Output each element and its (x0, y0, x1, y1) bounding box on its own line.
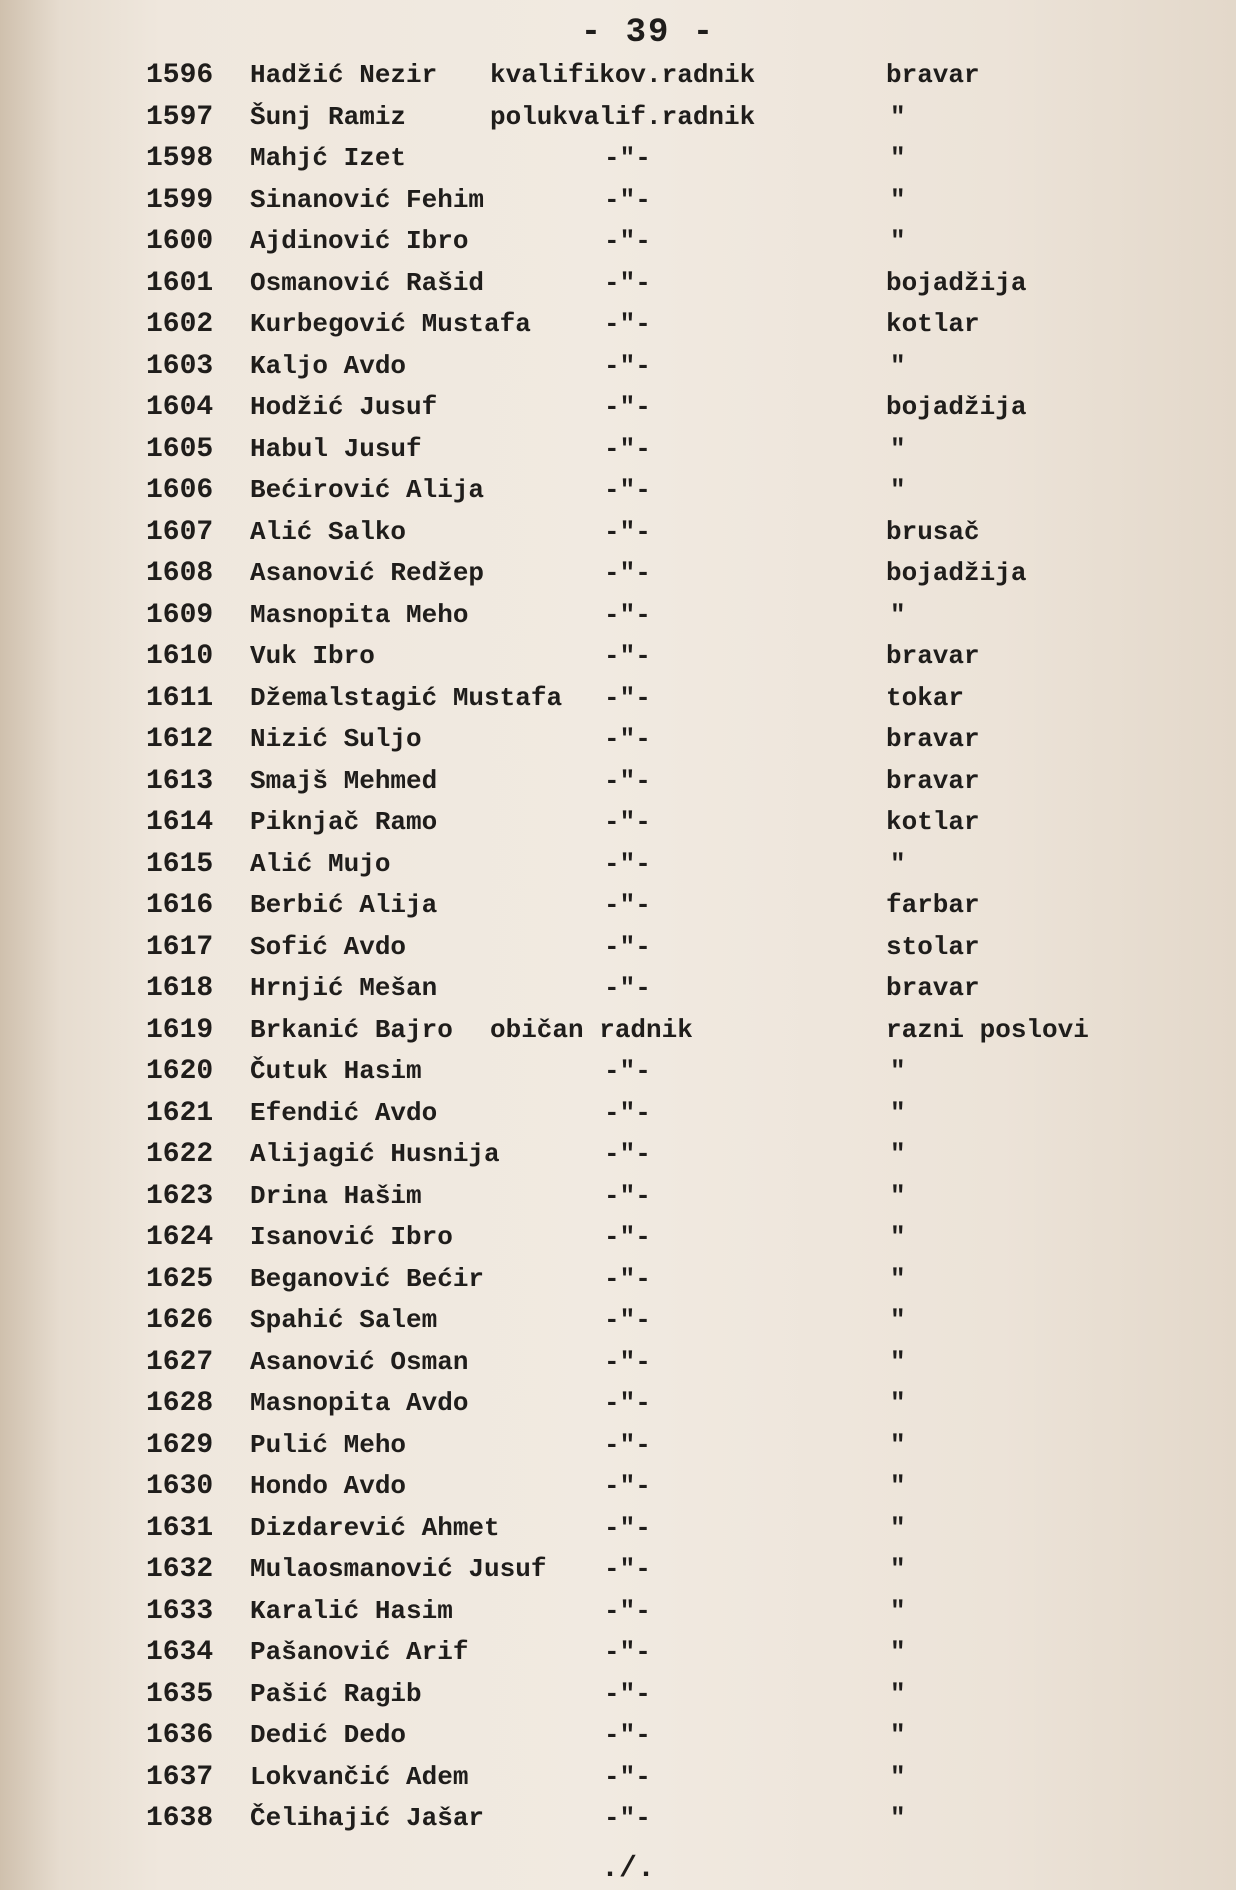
qualification: -"- (604, 1056, 651, 1086)
worker-name: Lokvančić Adem (250, 1761, 469, 1792)
qualification: -"- (604, 1512, 651, 1543)
list-item (0, 1758, 1236, 1800)
list-item (0, 1177, 1236, 1219)
list-item (0, 762, 1236, 804)
qualification: -"- (604, 1346, 651, 1377)
qualification: -"- (604, 890, 651, 920)
trade: " (890, 226, 906, 256)
worker-name: Alijagić Husnija (250, 1139, 500, 1169)
worker-name: Habul Jusuf (250, 433, 422, 464)
trade: " (890, 1471, 906, 1501)
row-number: 1608 (146, 558, 214, 589)
qualification: -"- (604, 1305, 651, 1335)
worker-name: Drina Hašim (250, 1180, 422, 1211)
list-item (0, 1550, 1236, 1592)
row-number: 1636 (146, 1720, 214, 1751)
worker-name: Mulaosmanović Jusuf (250, 1554, 547, 1584)
row-number: 1599 (146, 184, 214, 216)
trade: bravar (886, 973, 980, 1003)
worker-name: Džemalstagić Mustafa (250, 682, 563, 713)
list-item (0, 1218, 1236, 1260)
list-item (0, 1094, 1236, 1136)
row-number: 1614 (146, 807, 214, 838)
worker-name: Vuk Ibro (250, 641, 375, 671)
trade: " (890, 1346, 906, 1377)
trade: bravar (886, 60, 980, 90)
qualification: -"- (604, 226, 651, 256)
trade: bojadžija (886, 392, 1027, 422)
row-number: 1612 (146, 724, 214, 755)
qualification: -"- (604, 1180, 651, 1211)
worker-name: Nizić Suljo (250, 724, 422, 754)
trade: brusač (886, 516, 980, 547)
worker-name: Hodžić Jusuf (250, 392, 438, 422)
worker-name: Kaljo Avdo (250, 350, 407, 381)
row-number: 1630 (146, 1471, 214, 1502)
trade: " (890, 1097, 906, 1128)
qualification: -"- (604, 1263, 651, 1294)
list-item (0, 1301, 1236, 1343)
list-item (0, 388, 1236, 430)
continuation-mark: ./. (600, 1852, 655, 1886)
row-number: 1618 (146, 973, 214, 1004)
worker-name: Asanović Osman (250, 1346, 469, 1377)
worker-name: Hrnjić Mešan (250, 973, 438, 1003)
row-number: 1627 (146, 1346, 214, 1378)
qualification: -"- (604, 1097, 651, 1128)
list-item (0, 1509, 1236, 1551)
trade: bojadžija (886, 558, 1027, 588)
list-item (0, 305, 1236, 347)
worker-name: Pašić Ragib (250, 1678, 422, 1709)
trade: tokar (886, 682, 965, 713)
qualification: -"- (604, 143, 651, 173)
row-number: 1609 (146, 599, 214, 631)
list-item (0, 1467, 1236, 1509)
trade: " (890, 1305, 906, 1335)
qualification: -"- (604, 641, 651, 671)
trade: stolar (886, 931, 980, 962)
row-number: 1631 (146, 1512, 214, 1544)
qualification: -"- (604, 1471, 651, 1501)
row-number: 1601 (146, 267, 214, 299)
worker-name: Pulić Meho (250, 1429, 407, 1460)
list-item (0, 1384, 1236, 1426)
trade: " (890, 184, 906, 215)
trade: kotlar (886, 807, 980, 837)
qualification: -"- (604, 1637, 651, 1667)
worker-name: Dedić Dedo (250, 1720, 407, 1750)
qualification: -"- (604, 1678, 651, 1709)
trade: farbar (886, 890, 980, 920)
qualification: -"- (604, 392, 651, 422)
worker-name: Ajdinović Ibro (250, 226, 469, 256)
worker-name: Isanović Ibro (250, 1222, 453, 1252)
row-number: 1623 (146, 1180, 214, 1212)
list-item (0, 1011, 1236, 1053)
list-item (0, 430, 1236, 472)
trade: " (890, 1222, 906, 1252)
qualification: -"- (604, 682, 651, 713)
list-item (0, 1260, 1236, 1302)
row-number: 1621 (146, 1097, 214, 1129)
worker-name: Sofić Avdo (250, 931, 407, 962)
qualification: polukvalif.radnik (490, 101, 756, 132)
list-item (0, 1716, 1236, 1758)
row-number: 1596 (146, 60, 214, 91)
worker-name: Brkanić Bajro (250, 1014, 453, 1045)
row-number: 1602 (146, 309, 214, 340)
qualification: -"- (604, 184, 651, 215)
row-number: 1610 (146, 641, 214, 672)
row-number: 1598 (146, 143, 214, 174)
row-number: 1613 (146, 765, 214, 797)
qualification: -"- (604, 1595, 651, 1626)
qualification: -"- (604, 309, 651, 339)
list-item (0, 1343, 1236, 1385)
worker-name: Berbić Alija (250, 890, 438, 920)
list-item (0, 98, 1236, 140)
qualification: -"- (604, 765, 651, 796)
list-item (0, 554, 1236, 596)
list-item (0, 596, 1236, 638)
worker-name: Spahić Salem (250, 1305, 438, 1335)
list-item (0, 1799, 1236, 1841)
row-number: 1634 (146, 1637, 214, 1668)
row-number: 1626 (146, 1305, 214, 1336)
qualification: -"- (604, 516, 651, 547)
list-item (0, 1426, 1236, 1468)
worker-name: Hondo Avdo (250, 1471, 407, 1501)
list-item (0, 1633, 1236, 1675)
row-number: 1617 (146, 931, 214, 963)
trade: " (890, 1678, 906, 1709)
worker-name: Šunj Ramiz (250, 101, 407, 132)
row-number: 1620 (146, 1056, 214, 1087)
row-number: 1629 (146, 1429, 214, 1461)
worker-name: Sinanović Fehim (250, 184, 485, 215)
row-number: 1604 (146, 392, 214, 423)
trade: " (890, 1180, 906, 1211)
row-number: 1607 (146, 516, 214, 548)
row-number: 1605 (146, 433, 214, 465)
qualification: -"- (604, 1388, 651, 1418)
qualification: -"- (604, 931, 651, 962)
qualification: -"- (604, 599, 651, 630)
row-number: 1616 (146, 890, 214, 921)
worker-name: Pašanović Arif (250, 1637, 469, 1667)
row-number: 1615 (146, 848, 214, 880)
row-number: 1637 (146, 1761, 214, 1793)
qualification: -"- (604, 1720, 651, 1750)
trade: " (890, 1803, 906, 1833)
row-number: 1622 (146, 1139, 214, 1170)
worker-name: Čelihajić Jašar (250, 1803, 485, 1833)
qualification: -"- (604, 1429, 651, 1460)
worker-name: Alić Mujo (250, 848, 391, 879)
qualification: -"- (604, 1554, 651, 1584)
worker-name: Kurbegović Mustafa (250, 309, 531, 339)
row-number: 1633 (146, 1595, 214, 1627)
list-item (0, 928, 1236, 970)
trade: " (890, 1512, 906, 1543)
trade: " (890, 1139, 906, 1169)
qualification: -"- (604, 433, 651, 464)
worker-name: Čutuk Hasim (250, 1056, 422, 1086)
qualification: -"- (604, 1803, 651, 1833)
worker-name: Masnopita Meho (250, 599, 469, 630)
worker-name: Asanović Redžep (250, 558, 485, 588)
row-number: 1597 (146, 101, 214, 133)
list-item (0, 720, 1236, 762)
list-item (0, 513, 1236, 555)
worker-name: Piknjač Ramo (250, 807, 438, 837)
page-number: - 39 - (580, 14, 716, 52)
worker-name: Dizdarević Ahmet (250, 1512, 500, 1543)
trade: " (890, 848, 906, 879)
worker-name: Karalić Hasim (250, 1595, 453, 1626)
worker-name: Masnopita Avdo (250, 1388, 469, 1418)
list-item (0, 679, 1236, 721)
list-item (0, 969, 1236, 1011)
trade: " (890, 433, 906, 464)
list-item (0, 347, 1236, 389)
list-item (0, 886, 1236, 928)
row-number: 1611 (146, 682, 214, 714)
list-item (0, 139, 1236, 181)
trade: " (890, 101, 906, 132)
row-number: 1632 (146, 1554, 214, 1585)
row-number: 1603 (146, 350, 214, 382)
row-number: 1600 (146, 226, 214, 257)
list-item (0, 637, 1236, 679)
list-item (0, 1675, 1236, 1717)
list-item (0, 803, 1236, 845)
trade: razni poslovi (886, 1014, 1089, 1045)
row-number: 1619 (146, 1014, 214, 1046)
trade: bojadžija (886, 267, 1027, 298)
worker-name: Osmanović Rašid (250, 267, 485, 298)
trade: bravar (886, 765, 980, 796)
trade: " (890, 1595, 906, 1626)
trade: bravar (886, 641, 980, 671)
row-number: 1635 (146, 1678, 214, 1710)
worker-name: Alić Salko (250, 516, 407, 547)
list-item (0, 1592, 1236, 1634)
trade: " (890, 1388, 906, 1418)
list-item (0, 264, 1236, 306)
trade: " (890, 1263, 906, 1294)
qualification: -"- (604, 848, 651, 879)
qualification: -"- (604, 475, 651, 505)
row-number: 1624 (146, 1222, 214, 1253)
trade: " (890, 1056, 906, 1086)
qualification: -"- (604, 807, 651, 837)
trade: kotlar (886, 309, 980, 339)
qualification: -"- (604, 1222, 651, 1252)
trade: " (890, 599, 906, 630)
list-item (0, 56, 1236, 98)
row-number: 1606 (146, 475, 214, 506)
qualification: -"- (604, 973, 651, 1003)
worker-name: Smajš Mehmed (250, 765, 438, 796)
trade: " (890, 1429, 906, 1460)
trade: " (890, 350, 906, 381)
worker-name: Hadžić Nezir (250, 60, 438, 90)
qualification: -"- (604, 558, 651, 588)
row-number: 1628 (146, 1388, 214, 1419)
trade: " (890, 1637, 906, 1667)
worker-name: Beganović Bećir (250, 1263, 485, 1294)
list-item (0, 222, 1236, 264)
worker-name: Efendić Avdo (250, 1097, 438, 1128)
trade: bravar (886, 724, 980, 754)
qualification: -"- (604, 267, 651, 298)
qualification: -"- (604, 724, 651, 754)
worker-list (0, 56, 1236, 1841)
list-item (0, 1135, 1236, 1177)
qualification: običan radnik (490, 1014, 693, 1045)
list-item (0, 1052, 1236, 1094)
qualification: -"- (604, 350, 651, 381)
row-number: 1638 (146, 1803, 214, 1834)
list-item (0, 471, 1236, 513)
list-item (0, 181, 1236, 223)
worker-name: Mahjć Izet (250, 143, 407, 173)
qualification: kvalifikov.radnik (490, 60, 756, 90)
qualification: -"- (604, 1761, 651, 1792)
qualification: -"- (604, 1139, 651, 1169)
trade: " (890, 1720, 906, 1750)
trade: " (890, 143, 906, 173)
trade: " (890, 1761, 906, 1792)
trade: " (890, 475, 906, 505)
list-item (0, 845, 1236, 887)
row-number: 1625 (146, 1263, 214, 1295)
worker-name: Bećirović Alija (250, 475, 485, 505)
trade: " (890, 1554, 906, 1584)
